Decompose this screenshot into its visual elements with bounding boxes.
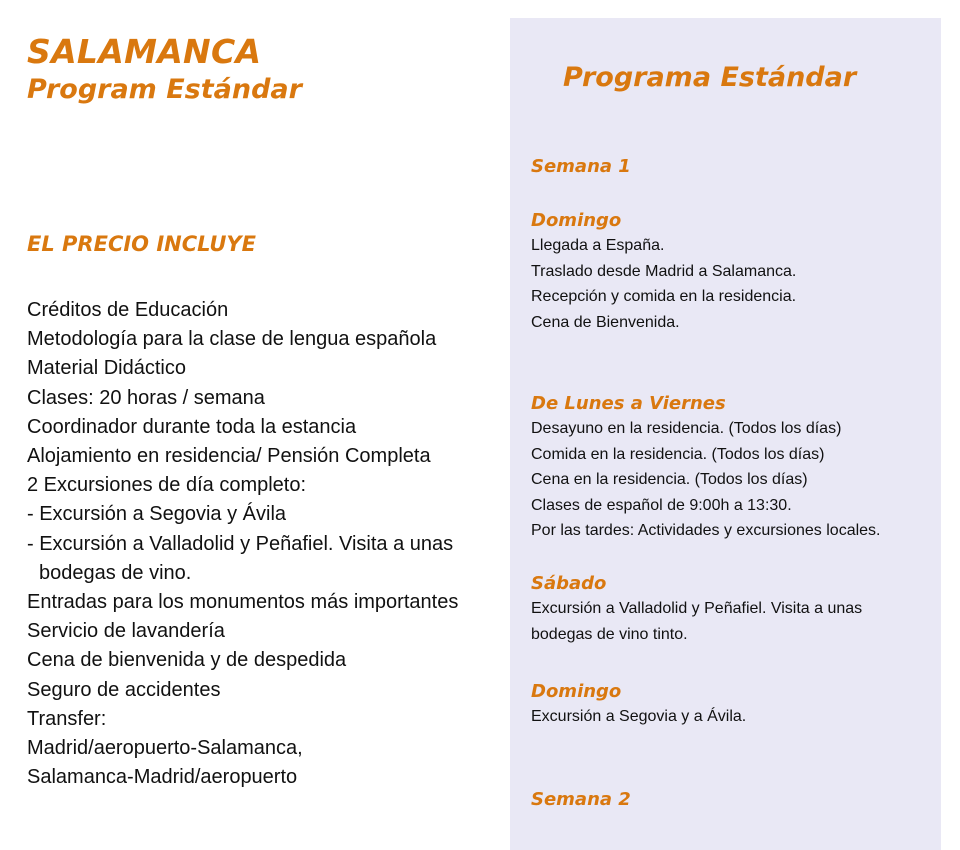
day-line: Por las tardes: Actividades y excursiones locales.	[531, 522, 881, 539]
day-block-sunday-excursion	[531, 680, 936, 730]
list-item: Alojamiento en residencia/ Pensión Completa	[27, 445, 431, 468]
list-item: - Excursión a Segovia y Ávila	[27, 503, 287, 526]
list-item: Créditos de Educación	[27, 299, 229, 321]
list-item: Seguro de accidentes	[27, 678, 221, 701]
week-2-label: Semana 2	[531, 789, 631, 810]
day-lines	[531, 416, 936, 544]
left-column	[27, 32, 487, 108]
list-item: Salamanca-Madrid/aeropuerto	[27, 766, 298, 789]
week-1-label: Semana 1	[531, 156, 631, 177]
city-title: SALAMANCA	[27, 32, 262, 71]
panel-title: Programa Estándar	[563, 62, 857, 93]
list-item: Metodología para la clase de lengua española	[27, 328, 437, 351]
list-item: Madrid/aeropuerto-Salamanca,	[27, 737, 303, 760]
program-panel	[510, 18, 941, 850]
day-line: Clases de español de 9:00h a 13:30.	[531, 496, 792, 514]
list-item: Cena de bienvenida y de despedida	[27, 649, 347, 672]
day-lines	[531, 704, 936, 730]
list-item: - Excursión a Valladolid y Peñafiel. Visita a unas	[27, 532, 454, 555]
list-item: Transfer:	[27, 707, 107, 730]
day-heading: Domingo	[531, 681, 622, 702]
day-line: Cena de Bienvenida.	[531, 313, 680, 331]
list-item: Coordinador durante toda la estancia	[27, 415, 357, 438]
day-line: Desayuno en la residencia. (Todos los días)	[531, 420, 842, 437]
day-line: Excursión a Segovia y a Ávila.	[531, 708, 747, 725]
includes-heading: EL PRECIO INCLUYE	[27, 232, 256, 256]
list-item: Entradas para los monumentos más importantes	[27, 591, 459, 614]
list-item: Material Didáctico	[27, 357, 186, 380]
list-item: 2 Excursiones de día completo:	[27, 474, 307, 497]
day-line: Traslado desde Madrid a Salamanca.	[531, 262, 797, 280]
day-heading: Domingo	[531, 210, 622, 231]
program-title: Program Estándar	[27, 74, 302, 105]
day-line: bodegas de vino tinto.	[531, 625, 688, 643]
list-item: Clases: 20 horas / semana	[27, 386, 265, 409]
day-heading: De Lunes a Viernes	[531, 393, 726, 414]
day-block-sunday-arrival	[531, 209, 936, 335]
day-lines	[531, 596, 936, 647]
list-item: Servicio de lavandería	[27, 620, 225, 643]
day-block-weekdays	[531, 392, 936, 544]
day-line: Llegada a España.	[531, 237, 665, 254]
day-lines	[531, 233, 936, 335]
includes-list	[27, 296, 487, 792]
day-line: Recepción y comida en la residencia.	[531, 288, 797, 305]
day-heading: Sábado	[531, 573, 607, 594]
list-item: bodegas de vino.	[39, 561, 192, 584]
day-line: Comida en la residencia. (Todos los días)	[531, 445, 825, 463]
day-line: Excursión a Valladolid y Peñafiel. Visita a unas	[531, 600, 863, 617]
day-line: Cena en la residencia. (Todos los días)	[531, 471, 808, 488]
day-block-saturday	[531, 572, 936, 647]
